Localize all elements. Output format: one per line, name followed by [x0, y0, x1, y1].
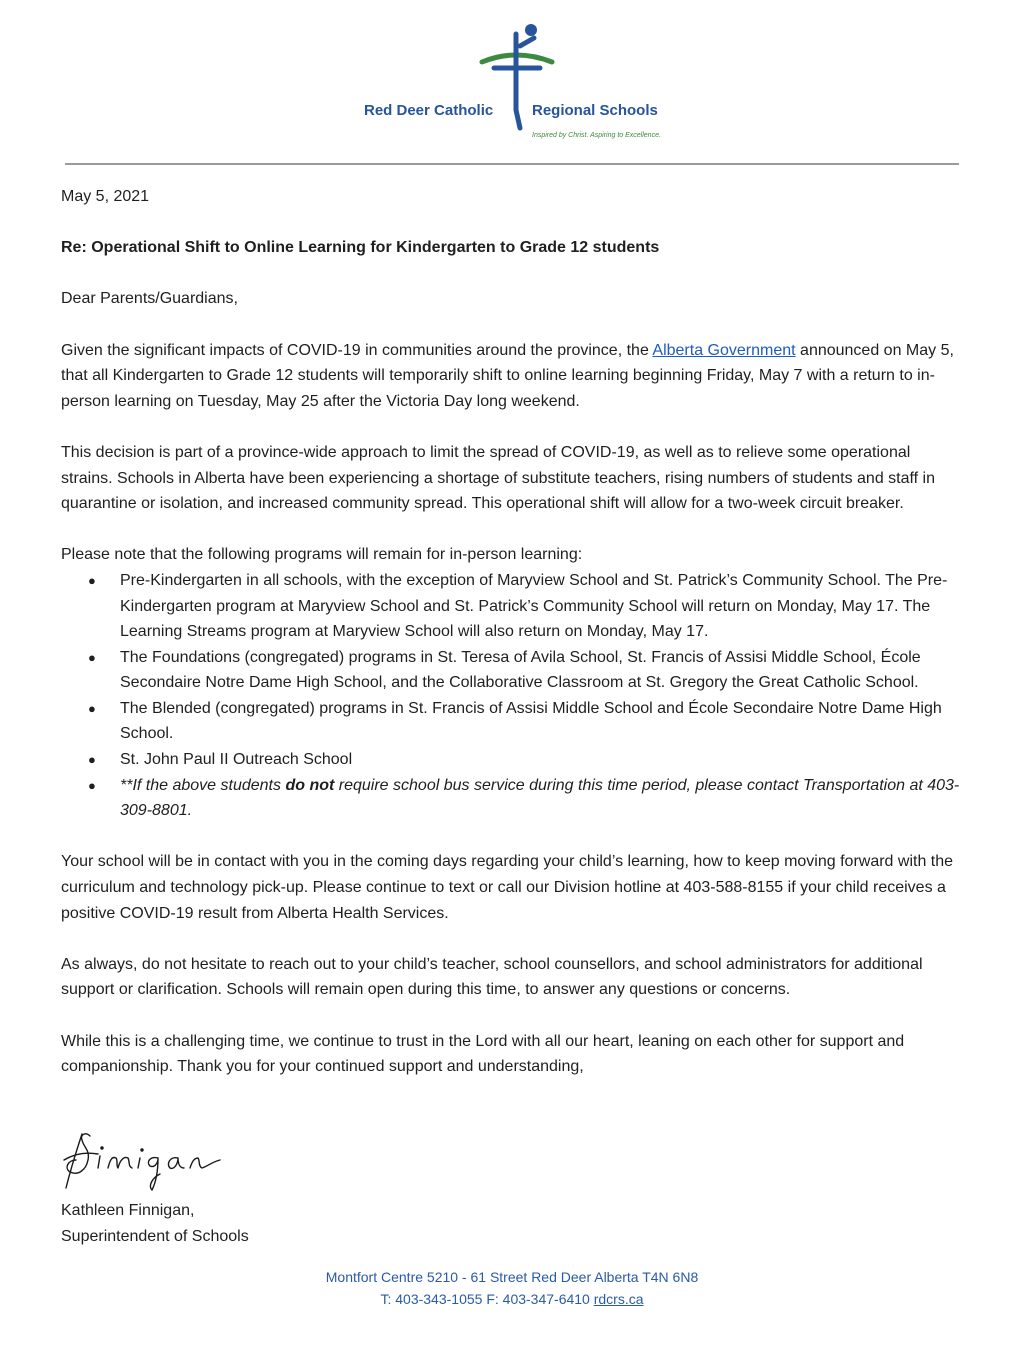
note-text-b: require school bus service during this time period, please contact Transportation at 403-309-8801.: [120, 776, 960, 820]
paragraph-rationale: This decision is part of a province-wide approach to limit the spread of COVID-19, as well as to relieve some operational strains. Schools in Alberta have been experiencing a shortage of substitute teachers, rising numbers of students and staff in quarantine or isolation, and increased community spread. This operational shift will allow for a two-week circuit breaker.: [61, 443, 935, 513]
header-divider: [65, 163, 959, 165]
letter-subject: Re: Operational Shift to Online Learning for Kindergarten to Grade 12 students: [61, 239, 660, 257]
paragraph-support: As always, do not hesitate to reach out to your child’s teacher, school counsellors, and school administrators for additional support or clarification. Schools will remain open during this time, to answer any questions or concerns.: [61, 955, 923, 999]
list-item: ● The Foundations (congregated) programs in St. Teresa of Avila School, St. Francis of Assisi Middle School, École Secondaire Notre Dame High School, and the Collaborative Classroom at St. Gregory the Great Catholic School.: [61, 645, 966, 696]
footer-contact: [0, 1288, 1024, 1310]
alberta-government-link[interactable]: Alberta Government: [652, 341, 796, 359]
letter-date: May 5, 2021: [61, 188, 150, 205]
org-name-right: Regional Schools: [532, 102, 658, 119]
signer-name: Kathleen Finnigan,: [61, 1202, 195, 1219]
paragraph-contact: Your school will be in contact with you in the coming days regarding your child’s learning, how to keep moving forward with the curriculum and technology pick-up. Please continue to text or call our Division hotline at 403-588-8155 if your child receives a positive COVID-19 result from Alberta Health Services.: [61, 853, 954, 922]
letterhead-logo: [360, 22, 670, 139]
footer-address: Montfort Centre 5210 - 61 Street Red Deer Alberta T4N 6N8: [325, 1269, 699, 1285]
website-link[interactable]: rdcrs.ca: [593, 1291, 644, 1307]
signature-block: [61, 1198, 249, 1249]
paragraph-closing: While this is a challenging time, we continue to trust in the Lord with all our heart, leaning on each other for support and companionship. Thank you for your continued support and understanding,: [61, 1032, 905, 1076]
org-tagline: Inspired by Christ. Aspiring to Excellence.: [532, 132, 661, 139]
paragraph-announcement: [61, 338, 966, 415]
letter-body: [61, 184, 966, 1105]
list-item: ● The Blended (congregated) programs in St. Francis of Assisi Middle School and École Secondaire Notre Dame High School.: [61, 696, 966, 747]
footer-phone-fax: T: 403-343-1055 F: 403-347-6410: [380, 1291, 594, 1307]
org-name-left: Red Deer Catholic: [364, 102, 494, 119]
letter-footer: [0, 1266, 1024, 1310]
letter-salutation: Dear Parents/Guardians,: [61, 290, 238, 308]
list-item: ● Pre-Kindergarten in all schools, with the exception of Maryview School and St. Patrick’s Community School. The Pre-Kindergarten program at Maryview School and St. Patrick’s Community School will return on Monday, May 17. The Learning Streams program at Maryview School will also return on Monday, May 17.: [61, 568, 966, 645]
transportation-note: [61, 773, 966, 824]
note-emphasis: do not: [285, 776, 335, 794]
signer-title: Superintendent of Schools: [61, 1227, 249, 1245]
paragraph-announcement-text-b: announced on May 5, that all Kindergarten to Grade 12 students will temporarily shift to online learning beginning Friday, May 7 with a return to in-person learning on Tuesday, May 25 after the Victoria Day long weekend.: [61, 341, 954, 410]
handwritten-signature: [60, 1126, 225, 1194]
programs-list: [61, 568, 966, 824]
note-text-a: **If the above students: [120, 776, 286, 794]
paragraph-announcement-text-a: Given the significant impacts of COVID-19 in communities around the province, the: [61, 341, 653, 359]
programs-intro: Please note that the following programs will remain for in-person learning:: [61, 546, 583, 564]
list-item: ● St. John Paul II Outreach School: [61, 747, 966, 773]
